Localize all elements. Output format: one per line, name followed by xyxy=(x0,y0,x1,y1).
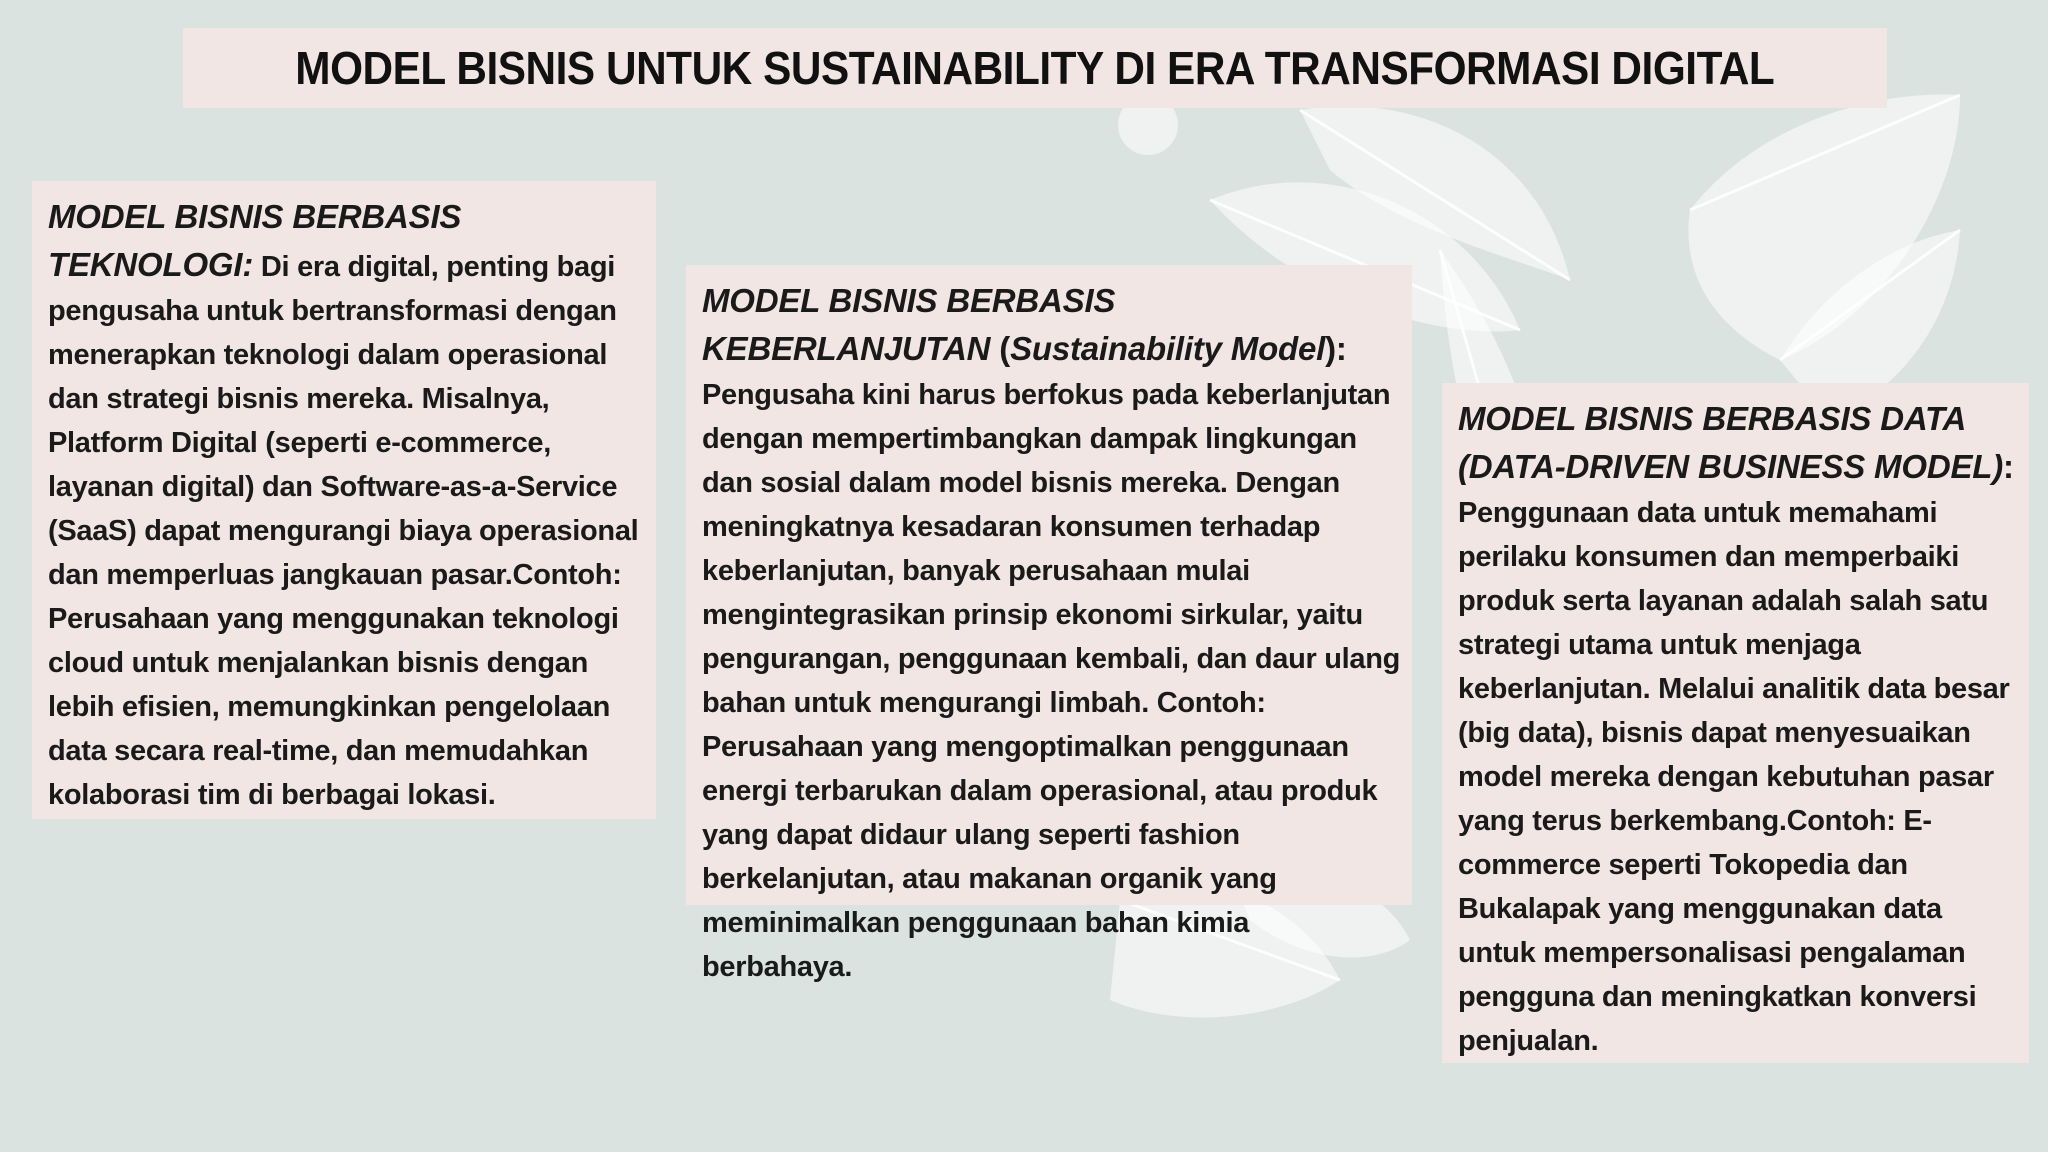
slide-title: MODEL BISNIS UNTUK SUSTAINABILITY DI ERA TRANSFORMASI DIGITAL xyxy=(295,42,1775,94)
card-sustainability-heading: MODEL BISNIS BERBASIS KEBERLANJUTAN xyxy=(702,282,1116,367)
card-technology-body: Di era digital, penting bagi pengusaha untuk bertransformasi dengan menerapkan teknologi dalam operasional dan strategi bisnis mereka. Misalnya, Platform Digital (seperti e-commerce, layanan digital) dan Software-as-a-Service (SaaS) dapat mengurangi biaya operasional dan memperluas jangkauan pasar.Contoh: Perusahaan yang menggunakan teknologi cloud untuk menjalankan bisnis dengan lebih efisien, memungkinkan pengelolaan data secara real-time, dan memudahkan kolaborasi tim di berbagai lokasi. xyxy=(48,251,639,811)
card-data-heading: MODEL BISNIS BERBASIS DATA (DATA-DRIVEN BUSINESS MODEL) xyxy=(1458,400,2004,485)
card-technology-heading: MODEL BISNIS BERBASIS TEKNOLOGI: xyxy=(48,198,462,283)
card-data-driven-model xyxy=(1442,383,2029,1063)
card-technology-text xyxy=(48,193,642,817)
card-data-text xyxy=(1458,395,2019,1063)
card-sustainability-paren-open: ( xyxy=(990,330,1011,367)
card-data-body: Penggunaan data untuk memahami perilaku konsumen dan memperbaiki produk serta layanan adalah salah satu strategi utama untuk menjaga keberlanjutan. Melalui analitik data besar (big data), bisnis dapat menyesuaikan model mereka dengan kebutuhan pasar yang terus berkembang.Contoh: E-commerce seperti Tokopedia dan Bukalapak yang menggunakan data untuk mempersonalisasi pengalaman pengguna dan meningkatkan konversi penjualan. xyxy=(1458,497,2010,1057)
card-sustainability-text xyxy=(702,277,1402,989)
card-sustainability-model xyxy=(686,265,1412,983)
card-sustainability-subheading: Sustainability Model xyxy=(1010,330,1326,367)
card-sustainability-paren-close: ): xyxy=(1325,330,1347,367)
card-data-colon: : xyxy=(2003,448,2014,485)
card-technology-model xyxy=(32,181,656,819)
title-bar xyxy=(183,28,1887,108)
card-sustainability-body: Pengusaha kini harus berfokus pada keberlanjutan dengan mempertimbangkan dampak lingkungan dan sosial dalam model bisnis mereka. Dengan meningkatnya kesadaran konsumen terhadap keberlanjutan, banyak perusahaan mulai mengintegrasikan prinsip ekonomi sirkular, yaitu pengurangan, penggunaan kembali, dan daur ulang bahan untuk mengurangi limbah. Contoh: Perusahaan yang mengoptimalkan penggunaan energi terbarukan dalam operasional, atau produk yang dapat didaur ulang seperti fashion berkelanjutan, atau makanan organik yang meminimalkan penggunaan bahan kimia berbahaya. xyxy=(702,379,1401,983)
